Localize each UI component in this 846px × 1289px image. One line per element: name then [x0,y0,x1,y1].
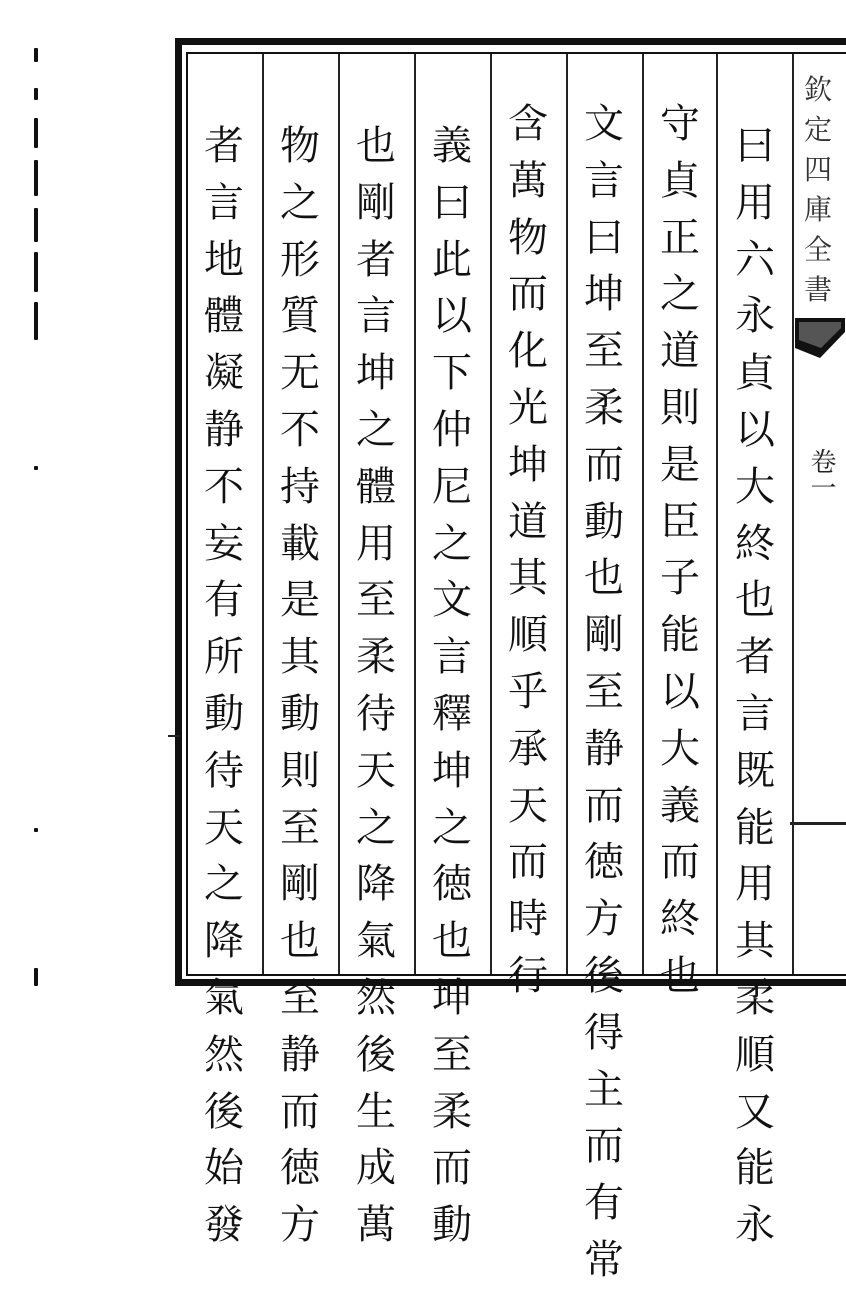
column-text: 物 之 形 質 无 不 持 載 是 其 動 則 至 剛 也 至 静 而 徳 方 [280,123,320,1249]
margin-title-char: 欽 [803,73,832,106]
column-rule [490,54,492,974]
margin-title-char: 書 [803,273,832,306]
text-column [194,118,254,1249]
column-text: 含 萬 物 而 化 光 坤 道 其 順 乎 承 天 而 時 行 [508,101,548,999]
margin-divider [790,822,846,825]
text-column [725,118,785,1249]
text-column [422,118,482,1249]
column-rule [262,54,264,974]
column-rule [338,54,340,974]
margin-title-char: 全 [803,233,832,266]
edge-mark [168,735,180,737]
column-text: 守 貞 正 之 道 則 是 臣 子 能 以 大 義 而 終 也 [660,101,700,999]
column-rule [642,54,644,974]
column-text: 義 曰 此 以 下 仲 尼 之 文 言 釋 坤 之 徳 也 坤 至 柔 而 動 [432,123,472,1249]
margin-title-char: 四 [803,153,832,186]
column-rule [566,54,568,974]
binding-margin-marks [30,40,44,1000]
column-text: 者 言 地 體 凝 静 不 妄 有 所 動 待 天 之 降 氣 然 後 始 發 [204,123,244,1249]
margin-title-char: 定 [803,113,832,146]
text-column [270,118,330,1249]
column-text: 曰 用 六 永 貞 以 大 終 也 者 言 既 能 用 其 柔 順 又 能 永 [735,123,775,1249]
text-column [574,96,634,1283]
column-rule [716,54,718,974]
column-text: 文 言 曰 坤 至 柔 而 動 也 剛 至 静 而 徳 方 後 得 主 而 有 常 [584,101,624,1283]
text-column [346,118,406,1249]
fish-tail-mark-icon [795,318,845,358]
text-column [650,96,710,999]
column-rule [414,54,416,974]
margin-title-char: 庫 [803,193,832,226]
column-text: 也 剛 者 言 坤 之 體 用 至 柔 待 天 之 降 氣 然 後 生 成 萬 [356,123,396,1249]
juan-label: 卷一 [806,448,836,500]
text-column [498,96,558,999]
book-title-margin [792,60,842,980]
